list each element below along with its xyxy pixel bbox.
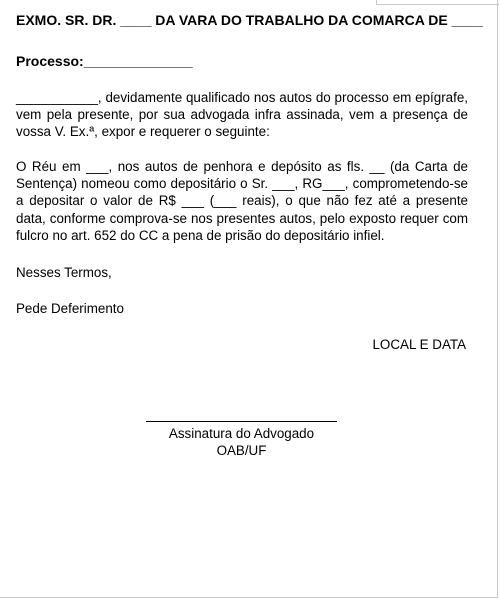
intro-paragraph: ___________, devidamente qualificado nos autos do processo em epígrafe, vem pela presente, por sua advogada infra assinada, vem a presença de vossa V. Ex.ª, expor e requerer o seguinte: (16, 90, 468, 140)
signature-label: Assinatura do Advogado (168, 426, 315, 441)
corner-mark (376, 0, 499, 5)
request-paragraph: O Réu em ___, nos autos de penhora e depósito as fls. __ (da Carta de Sentença) nomeou como depositário o Sr. ___, RG___, comprometendo-se a depositar o valor de R$ ___ (___ reais), o que não fez até a presente data, conforme comprova-se nos presentes autos, pelo exposto requer com fulcro no art. 652 do CC a pena de prisão do depositário infiel. (16, 159, 468, 243)
oab-registration: OAB/UF (216, 443, 267, 458)
court-header: EXMO. SR. DR. ____ DA VARA DO TRABALHO DA COMARCA DE ____ (16, 12, 483, 28)
process-number-line: Processo:______________ (16, 53, 193, 69)
signature-line (146, 421, 337, 422)
closing-terms: Nesses Termos, (16, 265, 112, 280)
closing-request: Pede Deferimento (16, 301, 124, 316)
place-and-date: LOCAL E DATA (372, 337, 466, 352)
